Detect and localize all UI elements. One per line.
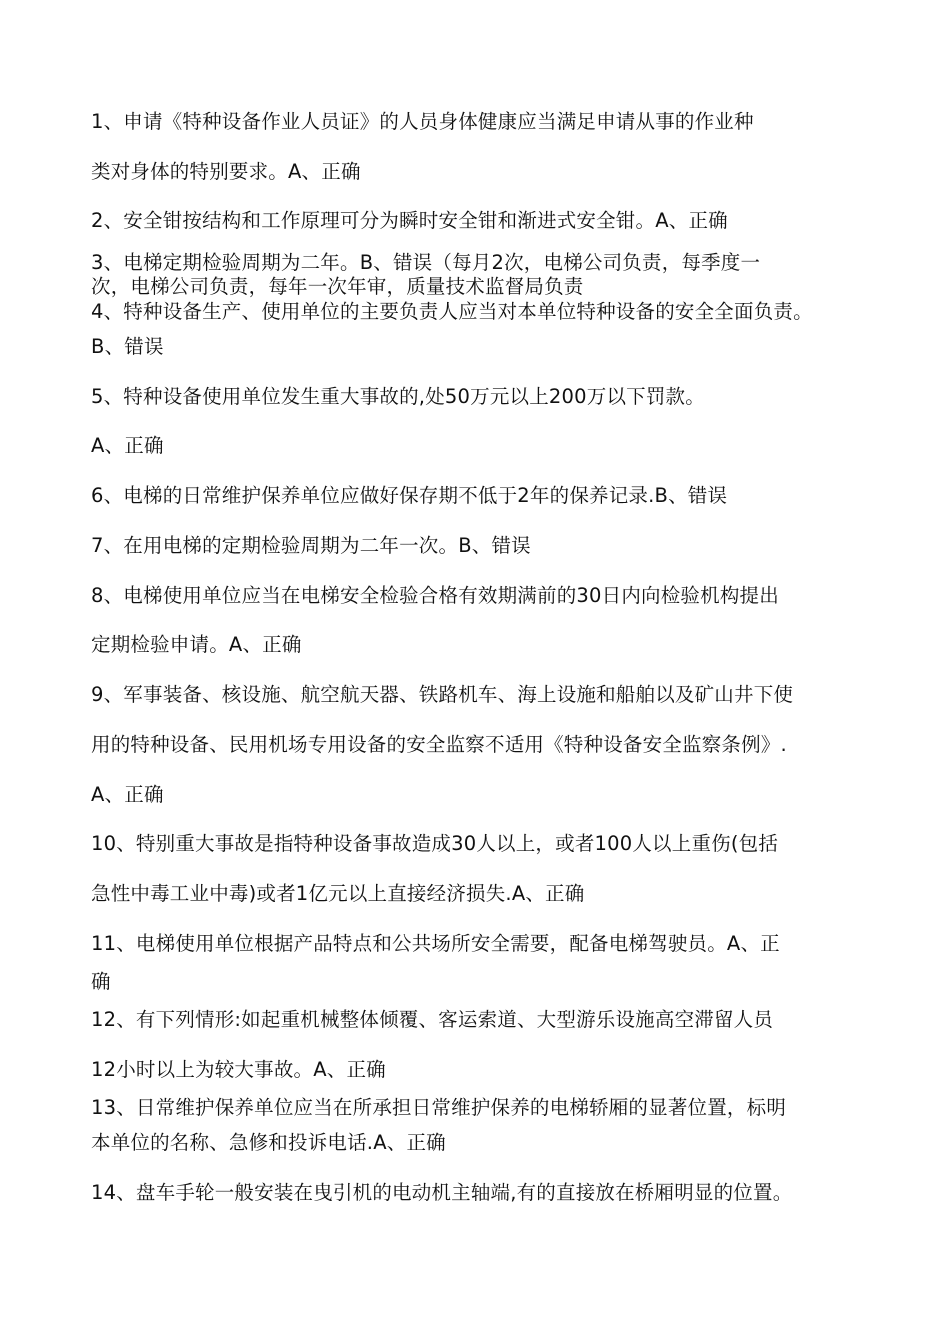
text-line: A、正确 <box>91 783 164 806</box>
text-line: 14、盘车手轮一般安装在曳引机的电动机主轴端,有的直接放在桥厢明显的位置。 <box>91 1181 793 1204</box>
text-line: 2、安全钳按结构和工作原理可分为瞬时安全钳和渐进式安全钳。A、正确 <box>91 209 728 232</box>
text-line: 12、有下列情形:如起重机械整体倾覆、客运索道、大型游乐设施高空滞留人员 <box>91 1008 774 1031</box>
text-line: 12小时以上为较大事故。A、正确 <box>91 1058 386 1081</box>
text-line: 确 <box>91 970 111 993</box>
text-line: 次，电梯公司负责，每年一次年审，质量技术监督局负责 <box>91 275 584 298</box>
text-line: 6、电梯的日常维护保养单位应做好保存期不低于2年的保养记录.B、错误 <box>91 484 728 507</box>
text-line: 7、在用电梯的定期检验周期为二年一次。B、错误 <box>91 534 531 557</box>
text-line: 13、日常维护保养单位应当在所承担日常维护保养的电梯轿厢的显著位置，标明 <box>91 1096 787 1119</box>
text-line: A、正确 <box>91 434 164 457</box>
text-line: B、错误 <box>91 335 164 358</box>
text-line: 4、特种设备生产、使用单位的主要负责人应当对本单位特种设备的安全全面负责。 <box>91 300 813 323</box>
text-line: 定期检验申请。A、正确 <box>91 633 302 656</box>
text-line: 本单位的名称、急修和投诉电话.A、正确 <box>91 1131 446 1154</box>
text-line: 8、电梯使用单位应当在电梯安全检验合格有效期满前的30日内向检验机构提出 <box>91 584 779 607</box>
text-line: 3、电梯定期检验周期为二年。B、错误（每月2次，电梯公司负责，每季度一 <box>91 251 761 274</box>
text-line: 11、电梯使用单位根据产品特点和公共场所安全需要，配备电梯驾驶员。A、正 <box>91 932 780 955</box>
text-line: 9、军事装备、核设施、航空航天器、铁路机车、海上设施和船舶以及矿山井下使 <box>91 683 794 706</box>
text-line: 急性中毒工业中毒)或者1亿元以上直接经济损失.A、正确 <box>91 882 585 905</box>
text-line: 10、特别重大事故是指特种设备事故造成30人以上，或者100人以上重伤(包括 <box>91 832 779 855</box>
text-line: 1、申请《特种设备作业人员证》的人员身体健康应当满足申请从事的作业种 <box>91 110 754 133</box>
text-line: 5、特种设备使用单位发生重大事故的,处50万元以上200万以下罚款。 <box>91 385 705 408</box>
text-line: 用的特种设备、民用机场专用设备的安全监察不适用《特种设备安全监察条例》. <box>91 733 787 756</box>
text-line: 类对身体的特别要求。A、正确 <box>91 160 361 183</box>
